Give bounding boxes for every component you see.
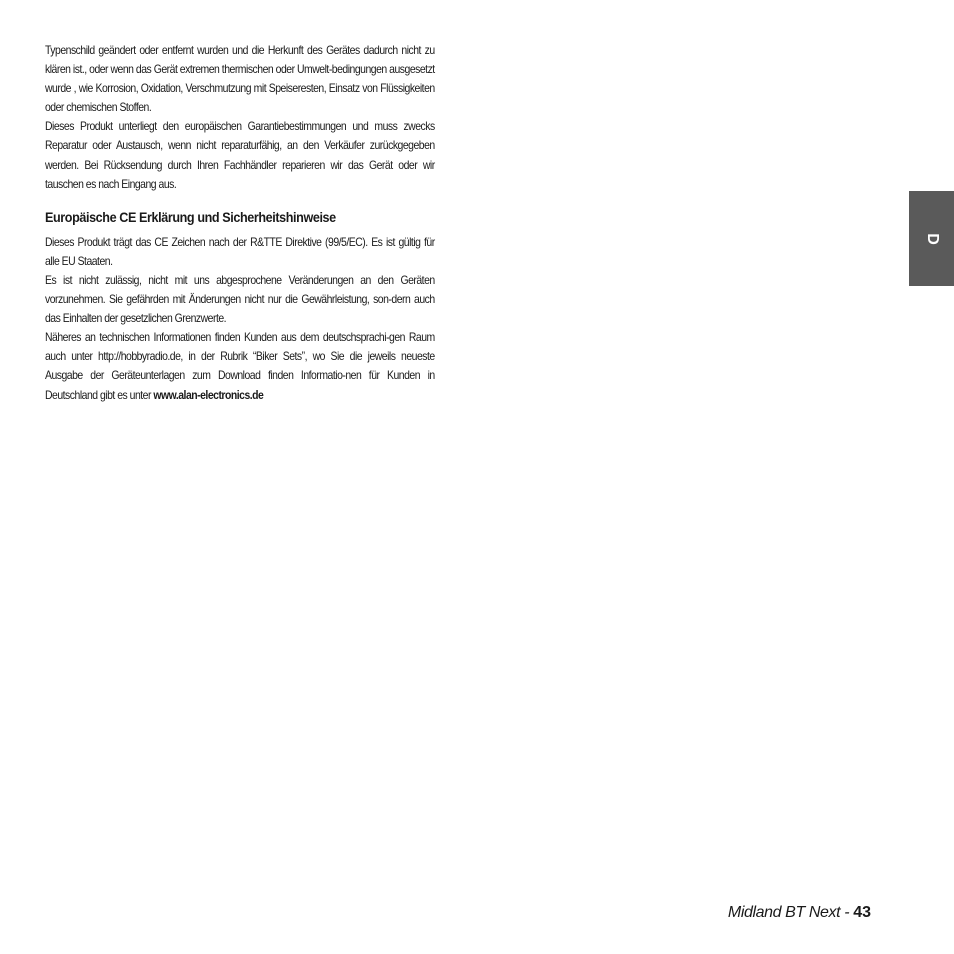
more-info-text: Näheres an technischen Informationen finden Kunden aus dem deutschsprachi-gen Raum auch unter http://hobbyradio.de, in der Rubrik “Biker Sets”, wo Sie die jeweils neueste Ausgabe der Geräteunterlagen zum Download finden Informatio-nen für Kunden in Deutschland gibt es unter <box>45 331 435 402</box>
ce-mark-paragraph: Dieses Produkt trägt das CE Zeichen nach der R&TTE Direktive (99/5/EC). Es ist gültig für alle EU Staaten. <box>45 235 435 268</box>
language-tab-letter: D <box>923 232 941 245</box>
text-column <box>45 41 435 405</box>
modification-warning-paragraph: Es ist nicht zulässig, nicht mit uns abgesprochene Veränderungen an den Geräten vorzunehmen. Sie gefährden mit Änderungen nicht nur die Gewährleistung, son-dern auch das Einhalten der gesetzlichen Grenzwerte. <box>45 273 435 326</box>
warranty-exclusions-paragraph: Typenschild geändert oder entfernt wurden und die Herkunft des Gerätes dadurch nicht zu klären ist., oder wenn das Gerät extremen thermischen oder Umwelt-bedingungen ausgesetzt wurde , wie Korrosion, Oxidation, Verschmutzung mit Speiseresten, Einsatz von Flüssigkeiten oder chemischen Stoffen. <box>45 44 435 115</box>
page-footer <box>728 902 871 924</box>
footer-product-name: Midland BT Next - <box>727 904 854 921</box>
warranty-terms-paragraph: Dieses Produkt unterliegt den europäischen Garantiebestimmungen und muss zwecks Reparatur oder Austausch, wenn nicht reparaturfähig, an den Verkäufer zurückgegeben werden. Bei Rücksendung durch Ihren Fachhändler reparieren wir das Gerät oder wir tauschen es nach Eingang aus. <box>45 120 435 191</box>
alan-electronics-link[interactable]: www.alan-electronics.de <box>153 388 264 402</box>
page-number: 43 <box>853 904 871 921</box>
ce-declaration-heading: Europäische CE Erklärung und Sicherheitshinweise <box>45 208 336 225</box>
language-tab <box>909 191 954 286</box>
more-info-paragraph <box>45 328 435 404</box>
